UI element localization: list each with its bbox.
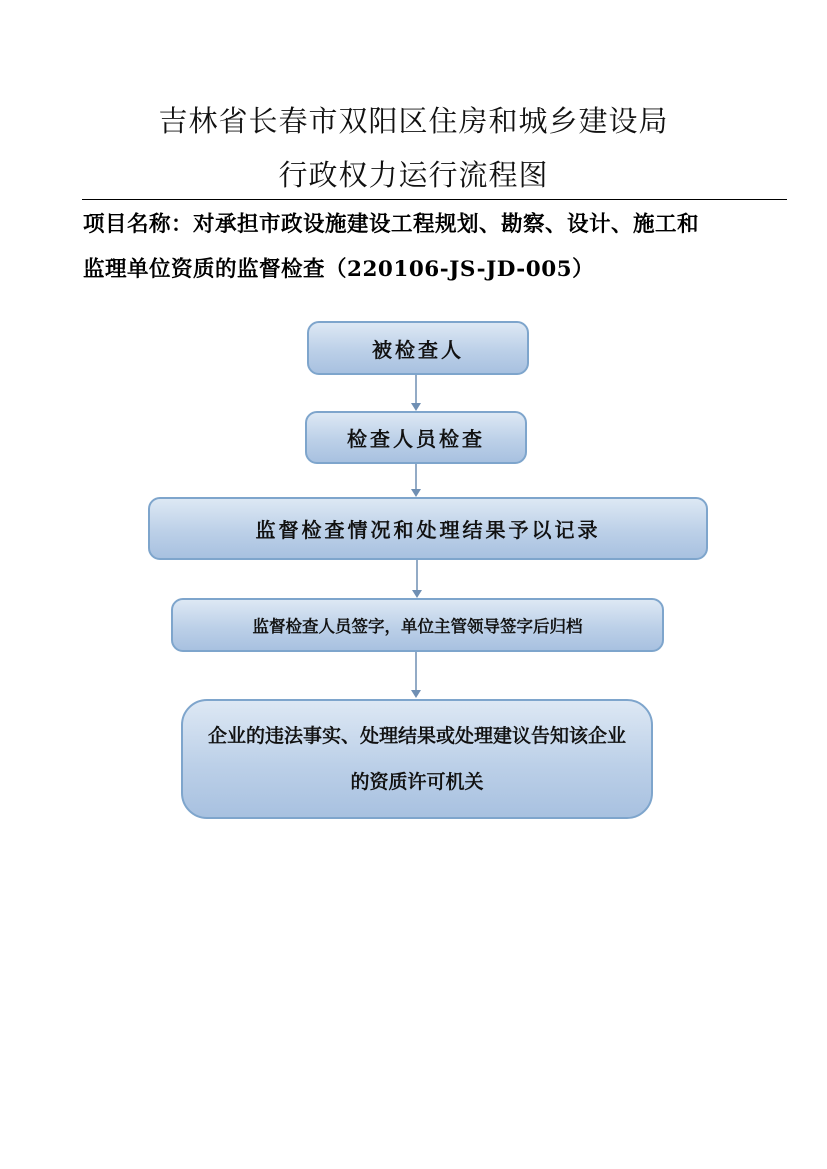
- project-name-line-1: 项目名称：对承担市政设施建设工程规划、勘察、设计、施工和: [83, 212, 700, 237]
- flow-arrow-1: [409, 375, 423, 412]
- flow-step-sign-and-archive: [171, 598, 664, 652]
- flow-step-label: 被检查人: [372, 337, 464, 362]
- flow-step-label: 监督检查人员签字，单位主管领导签字后归档: [252, 617, 583, 636]
- project-name-line-2: 监理单位资质的监督检查（220106-JS-JD-005）: [83, 257, 595, 282]
- flow-arrow-4: [409, 652, 423, 700]
- flow-step-notify-licensing-authority: [181, 699, 653, 819]
- flow-step-inspector-check: [305, 411, 527, 464]
- page-title-line-1: 吉林省长春市双阳区住房和城乡建设局: [158, 104, 669, 138]
- flow-step-inspected-party: [307, 321, 529, 375]
- flow-step-record-results: [148, 497, 708, 560]
- flow-step-label: 监督检查情况和处理结果予以记录: [255, 518, 601, 542]
- flow-step-label: 检查人员检查: [347, 427, 485, 451]
- title-divider: [82, 199, 787, 200]
- flow-arrow-3: [410, 560, 424, 599]
- flow-step-label: 企业的违法事实、处理结果或处理建议告知该企业的资质许可机关: [207, 725, 626, 793]
- page-title-line-2: 行政权力运行流程图: [278, 158, 549, 192]
- flow-arrow-2: [409, 464, 423, 498]
